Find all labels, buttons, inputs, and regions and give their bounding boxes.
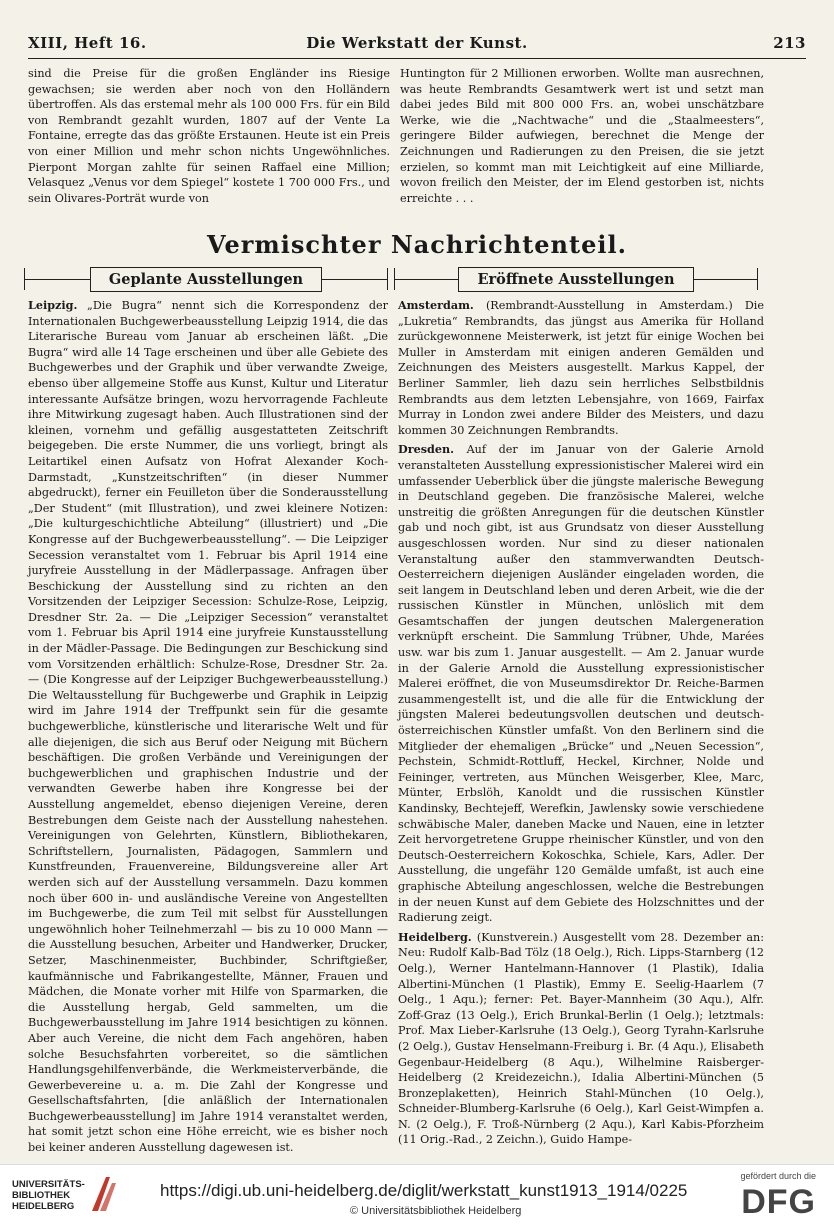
library-logo-icon xyxy=(90,1175,118,1213)
permalink-url[interactable]: https://digi.ub.uni-heidelberg.de/diglit/werkstatt_kunst1913_1914/0225 xyxy=(160,1181,688,1200)
library-logo-text: UNIVERSITÄTS- BIBLIOTHEK HEIDELBERG xyxy=(12,1179,85,1212)
article-text: (Kunstverein.) Ausgestellt vom 28. Dezember an: Neu: Rudolf Kalb-Bad Tölz (18 Oelg.), Rich. Lipps-Starnberg (12 Oelg.), Werner Hantelmann-Hannover (1 Plastik), Idalia Albertini-München (1 Plastik), Emmy E. Seelig-Haarlem (7 Oelg., 1 Aqu.); ferner: Pet. Bayer-Mannheim (30 Aqu.), Alfr. Zoff-Graz (13 Oelg.), Erich Brunkal-Berlin (1 Oelg.); letztmals: Prof. Max Lieber-Karlsruhe (13 Oelg.), Georg Tyrahn-Karlsruhe (2 Oelg.), Gustav Henselmann-Freiburg i. Br. (4 Aqu.), Elisabeth Gegenbaur-Heidelberg (8 Aqu.), Wilhelmine Raisberger-Heidelberg (2 Kreidezeichn.), Idalia Albertini-München (5 Bronzeplaketten), Heinrich Stahl-München (10 Oelg.), Schneider-Blumberg-Karlsruhe (6 Oelg.), Karl Geist-Wimpfen a. N. (2 Oelg.), F. Troß-Nürnberg (2 Aqu.), Karl Kabis-Pforzheim (11 Orig.-Rad., 2 Zeichn.), Guido Hampe- xyxy=(398,930,764,1147)
intro-right-column: Huntington für 2 Millionen erworben. Wollte man ausrechnen, was heute Rembrandts Gesamtwerk wert ist und setzt man dabei jedes Bild mit 800 000 Frs. an, wobei unschätzbare Werke, wie die „Nachtwache“ und die „Staalmeesters“, geringere Bilder aufwiegen, berechnet die Menge der Zeichnungen und Radierungen zu den Preisen, die sie jetzt erzielen, so kommt man mit Leichtigkeit auf eine Milliarde, wovon freilich den Meister, der im Elend gestorben ist, nichts erreichte . . . xyxy=(400,67,764,205)
article-paragraph xyxy=(398,442,764,925)
article-paragraph xyxy=(398,930,764,1148)
running-head xyxy=(28,30,806,56)
right-section-heading xyxy=(394,266,758,292)
volume-label: XIII, Heft 16. xyxy=(28,34,147,52)
section-title: Vermischter Nachrichtenteil. xyxy=(207,230,627,259)
article-lead: Heidelberg. xyxy=(398,929,472,944)
article-lead: Leipzig. xyxy=(28,298,78,312)
right-article-column xyxy=(398,298,764,1152)
page-number: 213 xyxy=(773,34,806,52)
heading-opened-exhibitions: Eröffnete Ausstellungen xyxy=(458,267,693,292)
article-lead: Amsterdam. xyxy=(398,298,474,312)
journal-title: Die Werkstatt der Kunst. xyxy=(306,34,528,52)
left-article-column xyxy=(28,298,388,1160)
article-text: (Rembrandt-Ausstellung in Amsterdam.) Die „Lukretia“ Rembrandts, das jüngst aus Amerika für Holland zurückgewonnene Meisterwerk, ist jetzt für einige Wochen bei Muller in Amsterdam mit einigen anderen Gemälden und Zeichnungen des Meisters ausgestellt. Markus Kappel, der Berliner Sammler, lieh dazu sein herrliches Selbstbildnis Rembrandts aus dem letzten Lebensjahre, von 1669, Fairfax Murray in London zwei andere Bilder des Meisters, und dazu kommen 30 Zeichnungen Rembrandts. xyxy=(398,299,764,437)
left-section-heading xyxy=(24,266,388,292)
article-text: Auf der im Januar von der Galerie Arnold veranstalteten Ausstellung expressionistischer Malerei wird ein umfassender Ueberblick über die jüngste malerische Bewegung in Deutschland gegeben. Die französische Malerei, welche unstreitig die größten Anregungen für die deutschen Künstler gab und noch gibt, ist aus Grundsatz von dieser Ausstellung ausgeschlossen worden. Nur sind zu dieser nationalen Veranstaltung außer den stammverwandten Deutsch-Oesterreichern diejenigen Ausländer eingeladen worden, die seit langem in Deutschland leben und deren Arbeit, wie die der russischen Künstler in München, unlöslich mit dem Gesamtschaffen der jungen deutschen Malergeneration verknüpft erscheint. Die Sammlung Trübner, Uhde, Marées usw. war bis zum 1. Januar ausgestellt. — Am 2. Januar wurde in der Galerie Arnold die Ausstellung expressionistischer Malerei eröffnet, die von Museumsdirektor Dr. Reiche-Barmen zusammengestellt ist, und die alle für die Entwicklung der jüngsten Malerei bedeutungsvollen deutschen und deutsch-österreichischen Künstler umfaßt. Von den Berlinern sind die Mitglieder der ehemaligen „Brücke“ und „Neuen Secession“, Pechstein, Schmidt-Rottluff, Heckel, Kirchner, Nolde und Feininger, vertreten, aus München Weisgerber, Klee, Marc, Münter, Erbslöh, Kanoldt und die russischen Künstler Kandinsky, Bechtejeff, Werefkin, Jawlensky sowie verschiedene schwäbische Maler, daneben Macke und Nauen, eine in letzter Zeit hervorgetretene Gruppe rheinischer Künstler, und von den Deutsch-Oesterreichern Kokoschka, Schiele, Kars, Adler. Der Ausstellung, die ungefähr 120 Gemälde umfaßt, ist auch eine graphische Abteilung angeschlossen, welche die Bestrebungen in der neuen Kunst auf dem Gebiete des Holzschnittes und der Radierung zeigt. xyxy=(398,443,764,925)
article-paragraph xyxy=(28,298,388,1156)
heading-planned-exhibitions: Geplante Ausstellungen xyxy=(90,267,322,292)
copyright-note: © Universitätsbibliothek Heidelberg xyxy=(350,1205,522,1217)
article-lead: Dresden. xyxy=(398,442,454,457)
funder-note: gefördert durch die xyxy=(740,1171,816,1181)
viewer-footer xyxy=(0,1164,834,1228)
article-paragraph xyxy=(398,298,764,438)
dfg-logo: DFG xyxy=(741,1183,816,1221)
article-text: „Die Bugra“ nennt sich die Korrespondenz der Internationalen Buchgewerbeausstellung Leipzig 1914, die das Literarische Bureau vom Januar ab erscheinen läßt. „Die Bugra“ wird alle 14 Tage erscheinen und über alle Gebiete des Buchgewerbes und der Graphik und über verwandte Zweige, ebenso über allgemeine Stoffe aus Kunst, Kultur und Literatur interessante Aufsätze bringen, wozu hervorragende Fachleute ihre Mitwirkung zugesagt haben. Auch Illustrationen sind der kleinen, vornehm und gefällig ausgestatteten Zeitschrift beigegeben. Die erste Nummer, die uns vorliegt, bringt als Leitartikel einen Aufsatz von Hofrat Alexander Koch-Darmstadt, „Kunstzeitschriften“ (in dieser Nummer abgedruckt), ferner ein Feuilleton über die Sonderausstellung „Der Student“ (mit Illustration), und zwei kleinere Notizen: „Die kulturgeschichtliche Abteilung“ (illustriert) und „Die Kongresse auf der Buchgewerbeausstellung“. — Die Leipziger Secession veranstaltet vom 1. Februar bis April 1914 eine juryfreie Ausstellung in der Mädlerpassage. Anfragen über Beschickung der Ausstellung sind zu richten an den Vorsitzenden der Leipziger Secession: Schulze-Rose, Leipzig, Dresdner Str. 2a. — Die „Leipziger Secession“ veranstaltet vom 1. Februar bis April 1914 eine juryfreie Kunstausstellung in der Mädler-Passage. Die Bedingungen zur Beschickung sind vom Vorsitzenden erhältlich: Schulze-Rose, Dresdner Str. 2a. — (Die Kongresse auf der Leipziger Buchgewerbeausstellung.) Die Weltausstellung für Buchgewerbe und Graphik in Leipzig wird im Jahre 1914 der Treffpunkt sein für die gesamte buchgewerbliche, künstlerische und literarische Welt und für alle diejenigen, die sich aus Beruf oder Neigung mit Büchern beschäftigen. Die großen Verbände und Vereinigungen der buchgewerblichen und graphischen Industrie und der verwandten Gewerbe haben ihre Kongresse bei der Ausstellung angemeldet, ebenso diejenigen Vereine, deren Bestrebungen dem Geiste nach der Ausstellung nahestehen. Vereinigungen von Gelehrten, Künstlern, Bibliothekaren, Schriftstellern, Journalisten, Pädagogen, Sammlern und Kunstfreunden, Frauenvereine, Bildungsvereine aller Art werden sich auf der Ausstellung versammeln. Dazu kommen noch über 600 in- und ausländische Vereine von Angestellten im Buchgewerbe, die zum Teil mit selbst für Ausstellungen ungewöhnlich hoher Teilnehmerzahl — bis zu 10 000 Mann — die Ausstellung besuchen, Arbeiter und Handwerker, Drucker, Setzer, Maschinenmeister, Buchbinder, Schriftgießer, kaufmännische und Fabrikangestellte, Männer, Frauen und Mädchen, die Monate vorher mit Hilfe von Sparmarken, die die Ausstellung hergab, Geld sammelten, um die Buchgewerbausstellung im Jahre 1914 besichtigen zu können. Aber auch Vereine, die nicht dem Fach angehören, haben solche Besuchsfahrten vorbereitet, so die sämtlichen Handlungsgehilfenverbände, die Werkmeisterverbände, die Gewerbevereine u. a. m. Die Zahl der Kongresse und Gesellschaftsfahrten, [die anläßlich der Internationalen Buchgewerbeausstellung] im Jahre 1914 veranstaltet werden, hat somit jetzt schon eine Höhe erreicht, wie es bisher noch bei keiner anderen Ausstellung dagewesen ist. xyxy=(28,299,388,1155)
header-rule xyxy=(28,58,806,59)
intro-left-column: sind die Preise für die großen Engländer ins Riesige gewachsen; sie werden aber noch von den Holländern übertroffen. Als das erstemal mehr als 100 000 Frs. für ein Bild von Rembrandt gezahlt wurden, 1807 auf der Vente La Fontaine, erregte das das größte Erstaunen. Heute ist ein Preis von einer Million und mehr schon nichts Ungewöhnliches. Pierpont Morgan zahlte für seinen Raffael eine Million; Velasquez „Venus vor dem Spiegel“ kostete 1 700 000 Frs., und sein Olivares-Porträt wurde von xyxy=(28,67,390,205)
